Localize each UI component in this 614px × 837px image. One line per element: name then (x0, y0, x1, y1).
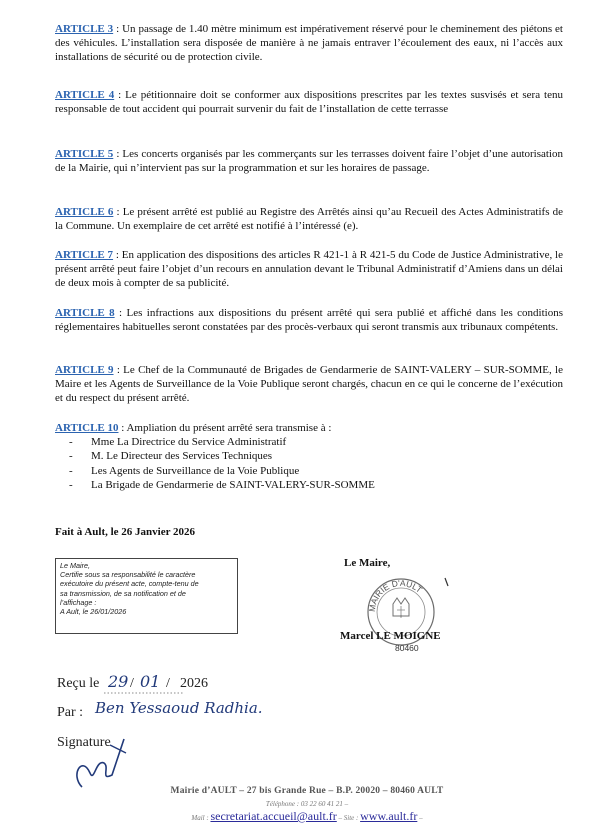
recu-dotted-line (104, 690, 184, 696)
par-handwritten: Ben Yessaoud Radhia. (95, 699, 263, 717)
par-label: Par : (57, 705, 84, 720)
recu-month: 01 (140, 672, 161, 691)
article-8-label: ARTICLE 8 (55, 307, 115, 319)
article-8-text: Les infractions aux dispositions du présent arrêté qui sera publié et affiché dans les conditions réglementaires habituelles seront constatées par des procès-verbaux qui seront transmis aux tribunaux compétents. (55, 307, 563, 334)
mayor-name: Marcel LE MOIGNE (340, 630, 441, 642)
recipient-item: - Mme La Directrice du Service Administratif (55, 435, 563, 449)
article-3-text: Un passage de 1.40 mètre minimum est impérativement réservé pour le cheminement des piétons et des véhicules. L’installation sera disposée de manière à ne jamais entraver l’écoulement des eaux, ni l’accès aux installations de sécurité ou de protection civile. (55, 23, 563, 64)
article-10-text: : Ampliation du présent arrêté sera transmise à : (118, 422, 332, 434)
mayor-title: Le Maire, (344, 557, 391, 569)
recipient-list (55, 435, 563, 492)
article-7-label: ARTICLE 7 (55, 249, 114, 261)
recu-day: 29 (108, 672, 129, 691)
article-5-label: ARTICLE 5 (55, 148, 114, 160)
article-6-label: ARTICLE 6 (55, 206, 114, 218)
fait-a-ault: Fait à Ault, le 26 Janvier 2026 (55, 526, 196, 538)
recu-label: Reçu le (57, 676, 100, 691)
article-10 (55, 421, 563, 492)
signature-label: Signature (57, 735, 111, 750)
article-7: ARTICLE 7 : En application des dispositions des articles R 421-1 à R 421-5 du Code de Justice Administrative, le présent arrêté peut faire l’objet d’un recours en annulation devant le Tribunal Administratif d’Amiens dans un délai de deux mois à compter de sa publicité. (55, 249, 563, 290)
article-5: ARTICLE 5 : Les concerts organisés par les commerçants sur les terrasses doivent faire l’objet d’une autorisation de la Mairie, qui n’intervient pas sur la programmation et sur les horaires de passage. (55, 148, 563, 175)
article-6-text: Le présent arrêté est publié au Registre des Arrêtés ainsi qu’au Recueil des Actes Administratifs de la Commune. Un exemplaire de cet arrêté est notifié à l’intéressé (e). (55, 206, 563, 233)
seal-text: MAIRIE D'AULT (366, 577, 425, 613)
email-link[interactable]: secretariat.accueil@ault.fr (210, 809, 337, 823)
recipient-item: - Les Agents de Surveillance de la Voie Publique (55, 464, 563, 478)
article-8: ARTICLE 8 : Les infractions aux dispositions du présent arrêté qui sera publié et affiché dans les conditions réglementaires habituelles seront constatées par des procès-verbaux qui seront transmis aux tribunaux compétents. (55, 307, 563, 334)
article-3: ARTICLE 3 : Un passage de 1.40 mètre minimum est impérativement réservé pour le cheminement des piétons et des véhicules. L’installation sera disposée de manière à ne jamais entraver l’écoulement des eaux, ni l’accès aux installations de sécurité ou de protection civile. (55, 23, 563, 64)
article-9-text: Le Chef de la Communauté de Brigades de Gendarmerie de SAINT-VALERY – SUR-SOMME, le Maire et les Agents de Surveillance de la Voie Publique seront chargés, chacun en ce qui le concerne de l’exécution et du respect du présent arrêté. (55, 364, 563, 405)
document-page: ARTICLE 3 : Un passage de 1.40 mètre minimum est impérativement réservé pour le cheminement des piétons et des véhicules. L’installation sera disposée de manière à ne jamais entraver l’écoulement des eaux, ni l’accès aux installations de sécurité ou de protection civile. ARTICLE 4 : Le pétitionnaire doit se conformer aux dispositions prescrites par les textes susvisés et sera tenu responsable de tout accident qui pourrait survenir du fait de l’installation de cette terrasse ARTICLE 5 : Les concerts organisés par les commerçants sur les terrasses doivent faire l’objet d’une autorisation de la Mairie, qui n’intervient pas sur la programmation et sur les horaires de passage. ARTICLE 6 : Le présent arrêté est publié au Registre des Arrêtés ainsi qu’au Recueil des Actes Administratifs de la Commune. Un exemplaire de cet arrêté est notifié à l’intéressé (e). ARTICLE 7 : En application des dispositions des articles R 421-1 à R 421-5 du Code de Justice Administrative, le présent arrêté peut faire l’objet d’un recours en annulation devant le Tribunal Administratif d’Amiens dans un délai de deux mois à compter de sa publicité. ARTICLE 8 : Les infractions aux dispositions du présent arrêté qui sera publié et affiché dans les conditions réglementaires habituelles seront constatées par des procès-verbaux qui seront transmis aux tribunaux compétents. ARTICLE 9 : Le Chef de la Communauté de Brigades de Gendarmerie de SAINT-VALERY – SUR-SOMME, le Maire et les Agents de Surveillance de la Voie Publique seront chargés, chacun en ce qui le concerne de l’exécution et du respect du présent arrêté. ARTICLE 10 : Ampliation du présent arrêté sera transmise à : - Mme La Directrice du Service Administratif - M. Le Directeur des Services Techniques - Les Agents de Surveillance de la Voie Publique - La Brigade de Gendarmerie de SAINT-VALERY-SUR-SOMME Fait à Ault, le 26 Janvier 2026 Le Maire, Certifie sous sa responsabilité le caractère exécutoire du présent acte, compte-tenu de sa transmission, de sa notification et de l’affichage : A Ault, le 26/01/2026 MAIRIE D'AULT Le Maire, Marcel LE MOIGNE 80460 Reçu le 29 / 01 / 2026 Par : Ben Yessaoud Radhia. Signature Mairie d’AULT – 27 bis Grande Rue – B.P. 20020 – 80460 AULT Téléphone : 03 22 60 41 21 – Mail : secretariat.accueil@ault.fr – Site : www.ault.fr – (0, 0, 614, 837)
article-4: ARTICLE 4 : Le pétitionnaire doit se conformer aux dispositions prescrites par les textes susvisés et sera tenu responsable de tout accident qui pourrait survenir du fait de l’installation de cette terrasse (55, 89, 563, 116)
article-3-label: ARTICLE 3 (55, 23, 114, 35)
footer-address: Mairie d’AULT – 27 bis Grande Rue – B.P. 20020 – 80460 AULT (170, 786, 444, 796)
footer-phone: Téléphone : 03 22 60 41 21 – (265, 800, 349, 808)
article-7-text: En application des dispositions des articles R 421-1 à R 421-5 du Code de Justice Administrative, le présent arrêté peut faire l’objet d’un recours en annulation devant le Tribunal Administratif d’Amiens dans un délai de deux mois à compter de sa publicité. (55, 249, 563, 290)
certification-box: Le Maire, Certifie sous sa responsabilité le caractère exécutoire du présent acte, compte-tenu de sa transmission, de sa notification et de l’affichage : A Ault, le 26/01/2026 (55, 558, 238, 634)
article-4-label: ARTICLE 4 (55, 89, 115, 101)
article-4-text: Le pétitionnaire doit se conformer aux dispositions prescrites par les textes susvisés et sera tenu responsable de tout accident qui pourrait survenir du fait de l’installation de cette terrasse (55, 89, 563, 116)
article-9: ARTICLE 9 : Le Chef de la Communauté de Brigades de Gendarmerie de SAINT-VALERY – SUR-SOMME, le Maire et les Agents de Surveillance de la Voie Publique seront chargés, chacun en ce qui le concerne de l’exécution et du respect du présent arrêté. (55, 364, 563, 405)
recipient-item: - M. Le Directeur des Services Techniques (55, 449, 563, 463)
recu-year: 2026 (180, 676, 208, 691)
website-link[interactable]: www.ault.fr (360, 809, 418, 823)
article-6: ARTICLE 6 : Le présent arrêté est publié au Registre des Arrêtés ainsi qu’au Recueil des Actes Administratifs de la Commune. Un exemplaire de cet arrêté est notifié à l’intéressé (e). (55, 206, 563, 233)
article-9-label: ARTICLE 9 (55, 364, 114, 376)
article-5-text: Les concerts organisés par les commerçants sur les terrasses doivent faire l’objet d’une autorisation de la Mairie, qui n’intervient pas sur la programmation et sur les horaires de passage. (55, 148, 563, 175)
recipient-item: - La Brigade de Gendarmerie de SAINT-VALERY-SUR-SOMME (55, 478, 563, 492)
article-10-label: ARTICLE 10 (55, 422, 119, 434)
footer-contact: Mail : secretariat.accueil@ault.fr – Site : www.ault.fr – (191, 809, 423, 823)
seal-postcode: 80460 (395, 643, 419, 653)
